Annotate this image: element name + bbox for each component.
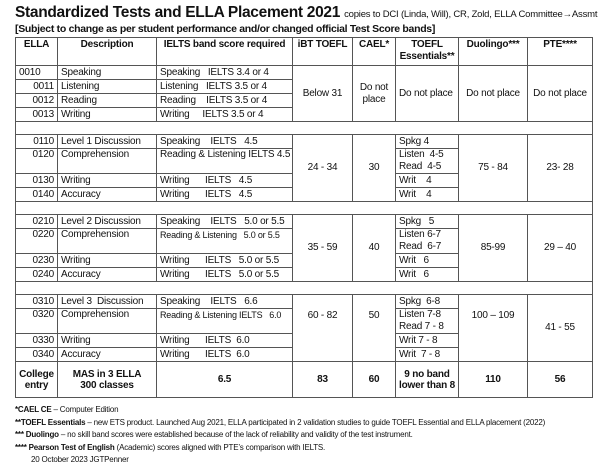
header-ella: ELLA <box>16 38 58 66</box>
spacer-row <box>16 202 593 215</box>
ielts-score: Speaking IELTS 5.0 or 5.5 <box>157 215 293 229</box>
ella-code: 0240 <box>16 268 58 282</box>
duolingo: 85-99 <box>459 215 528 282</box>
essentials-listen: Listen 7-8 <box>399 309 441 320</box>
description: Level 2 Discussion <box>58 215 157 229</box>
duolingo: Do not place <box>459 66 528 122</box>
pte: Do not place <box>528 66 593 122</box>
description: Comprehension <box>58 309 157 334</box>
spacer <box>16 202 593 215</box>
ibt-toefl: 83 <box>293 362 353 398</box>
ibt-toefl: 24 - 34 <box>293 135 353 202</box>
essentials-read: Read 7 - 8 <box>399 321 444 332</box>
toefl-essentials: 9 no band lower than 8 <box>396 362 459 398</box>
description: Writing <box>58 174 157 188</box>
ella-code: 0010 <box>16 66 58 80</box>
header-description: Description <box>58 38 157 66</box>
footnote <box>15 429 545 442</box>
description: Level 3 Discussion <box>58 295 157 309</box>
description: Speaking <box>58 66 157 80</box>
description: Writing <box>58 254 157 268</box>
ella-code: 0012 <box>16 94 58 108</box>
copies-note: copies to DCI (Linda, Will), CR, Zold, ELLA Committee→Assmt <box>344 9 598 20</box>
cael: 60 <box>353 362 396 398</box>
cael: 40 <box>353 215 396 282</box>
toefl-essentials: Writ 7 - 8 <box>396 348 459 362</box>
toefl-essentials: Spkg 6-8 <box>396 295 459 309</box>
placement-table <box>15 37 593 398</box>
table-row <box>16 215 593 229</box>
duolingo: 100 – 109 <box>459 295 528 362</box>
description: Writing <box>58 334 157 348</box>
footnote-text: – Computer Edition <box>51 405 119 414</box>
subtitle: [Subject to change as per student performance and/or changed official Test Score bands] <box>15 23 436 35</box>
footnote <box>15 404 545 417</box>
date-signature: 20 October 2023 JGTPenner <box>31 455 129 464</box>
table-row <box>16 135 593 149</box>
college-entry-row <box>16 362 593 398</box>
duolingo: 110 <box>459 362 528 398</box>
toefl-essentials: Writ 7 - 8 <box>396 334 459 348</box>
ielts-score: Writing IELTS 4.5 <box>157 188 293 202</box>
ielts-score: Listening IELTS 3.5 or 4 <box>157 80 293 94</box>
footnote <box>15 417 545 430</box>
header-pte: PTE**** <box>528 38 593 66</box>
ielts-score: Writing IELTS 3.5 or 4 <box>157 108 293 122</box>
ibt-toefl: 60 - 82 <box>293 295 353 362</box>
toefl-essentials <box>396 309 459 334</box>
ella-code: 0140 <box>16 188 58 202</box>
ella-code: 0110 <box>16 135 58 149</box>
toefl-essentials: Writ 6 <box>396 254 459 268</box>
toefl-essentials: Writ 4 <box>396 174 459 188</box>
footnote-term: **** Pearson Test of English <box>15 442 115 452</box>
ielts-score: Writing IELTS 4.5 <box>157 174 293 188</box>
ella-code: 0230 <box>16 254 58 268</box>
ielts-score: Reading & Listening IELTS 6.0 <box>157 309 293 334</box>
ielts-score: Writing IELTS 5.0 or 5.5 <box>157 268 293 282</box>
table-row <box>16 66 593 80</box>
ella-code: 0011 <box>16 80 58 94</box>
description: Listening <box>58 80 157 94</box>
description: MAS in 3 ELLA 300 classes <box>58 362 157 398</box>
ielts-score: Reading & Listening 5.0 or 5.5 <box>157 229 293 254</box>
pte: 29 – 40 <box>528 215 593 282</box>
ielts-score: Writing IELTS 6.0 <box>157 334 293 348</box>
ibt-toefl: Below 31 <box>293 66 353 122</box>
spacer <box>16 282 593 295</box>
footnotes <box>15 404 545 467</box>
ella-code: 0120 <box>16 149 58 174</box>
header-cael: CAEL* <box>353 38 396 66</box>
footnote-term: *** Duolingo <box>15 430 59 439</box>
description: Accuracy <box>58 268 157 282</box>
spacer-row <box>16 282 593 295</box>
document-title <box>15 4 597 24</box>
header-row <box>16 38 593 66</box>
toefl-essentials: Writ 4 <box>396 188 459 202</box>
ella-code: 0310 <box>16 295 58 309</box>
cael: Do not place <box>353 66 396 122</box>
description: Accuracy <box>58 348 157 362</box>
ella-code: College entry <box>16 362 58 398</box>
cael: 30 <box>353 135 396 202</box>
ielts-score: Reading & Listening IELTS 4.5 <box>157 149 293 174</box>
header-toefl-essentials: TOEFL Essentials** <box>396 38 459 66</box>
pte: 41 - 55 <box>528 295 593 362</box>
pte: 23- 28 <box>528 135 593 202</box>
header-ibt-toefl: iBT TOEFL <box>293 38 353 66</box>
duolingo: 75 - 84 <box>459 135 528 202</box>
ielts-score: 6.5 <box>157 362 293 398</box>
footnote-term: **TOEFL Essentials <box>15 417 86 427</box>
ella-code: 0130 <box>16 174 58 188</box>
ella-code: 0013 <box>16 108 58 122</box>
spacer <box>16 122 593 135</box>
ielts-score: Speaking IELTS 6.6 <box>157 295 293 309</box>
essentials-read: Read 6-7 <box>399 241 442 252</box>
ielts-score: Speaking IELTS 4.5 <box>157 135 293 149</box>
header-duolingo: Duolingo*** <box>459 38 528 66</box>
toefl-essentials <box>396 229 459 254</box>
ella-code: 0210 <box>16 215 58 229</box>
footnote-term: *CAEL CE <box>15 405 52 414</box>
spacer-row <box>16 122 593 135</box>
description: Comprehension <box>58 149 157 174</box>
toefl-essentials: Spkg 4 <box>396 135 459 149</box>
essentials-listen: Listen 4-5 <box>399 149 444 160</box>
description: Accuracy <box>58 188 157 202</box>
ella-code: 0340 <box>16 348 58 362</box>
pte: 56 <box>528 362 593 398</box>
description: Comprehension <box>58 229 157 254</box>
footnote-text: (Academic) scores aligned with PTE’s comparison with IELTS. <box>114 442 326 452</box>
footnote-text: – no skill band scores were established because of the lack of reliability and validity of the test instrument. <box>58 430 413 439</box>
toefl-essentials: Writ 6 <box>396 268 459 282</box>
table-row <box>16 295 593 309</box>
description: Level 1 Discussion <box>58 135 157 149</box>
ibt-toefl: 35 - 59 <box>293 215 353 282</box>
header-ielts: IELTS band score required <box>157 38 293 66</box>
description: Reading <box>58 94 157 108</box>
toefl-essentials: Do not place <box>396 66 459 122</box>
essentials-listen: Listen 6-7 <box>399 229 441 240</box>
ielts-score: Speaking IELTS 3.4 or 4 <box>157 66 293 80</box>
ella-code: 0330 <box>16 334 58 348</box>
ella-code: 0320 <box>16 309 58 334</box>
ielts-score: Writing IELTS 5.0 or 5.5 <box>157 254 293 268</box>
cael: 50 <box>353 295 396 362</box>
toefl-essentials <box>396 149 459 174</box>
title-text: Standardized Tests and ELLA Placement 2021 <box>15 4 341 21</box>
footnote <box>15 442 545 455</box>
toefl-essentials: Spkg 5 <box>396 215 459 229</box>
footnote-text: – new ETS product. Launched Aug 2021, ELLA participated in 2 validation studies to guide TOEFL Essential and ELLA placement (2022) <box>85 417 546 427</box>
essentials-read: Read 4-5 <box>399 161 442 172</box>
ielts-score: Reading IELTS 3.5 or 4 <box>157 94 293 108</box>
ielts-score: Writing IELTS 6.0 <box>157 348 293 362</box>
description: Writing <box>58 108 157 122</box>
ella-code: 0220 <box>16 229 58 254</box>
